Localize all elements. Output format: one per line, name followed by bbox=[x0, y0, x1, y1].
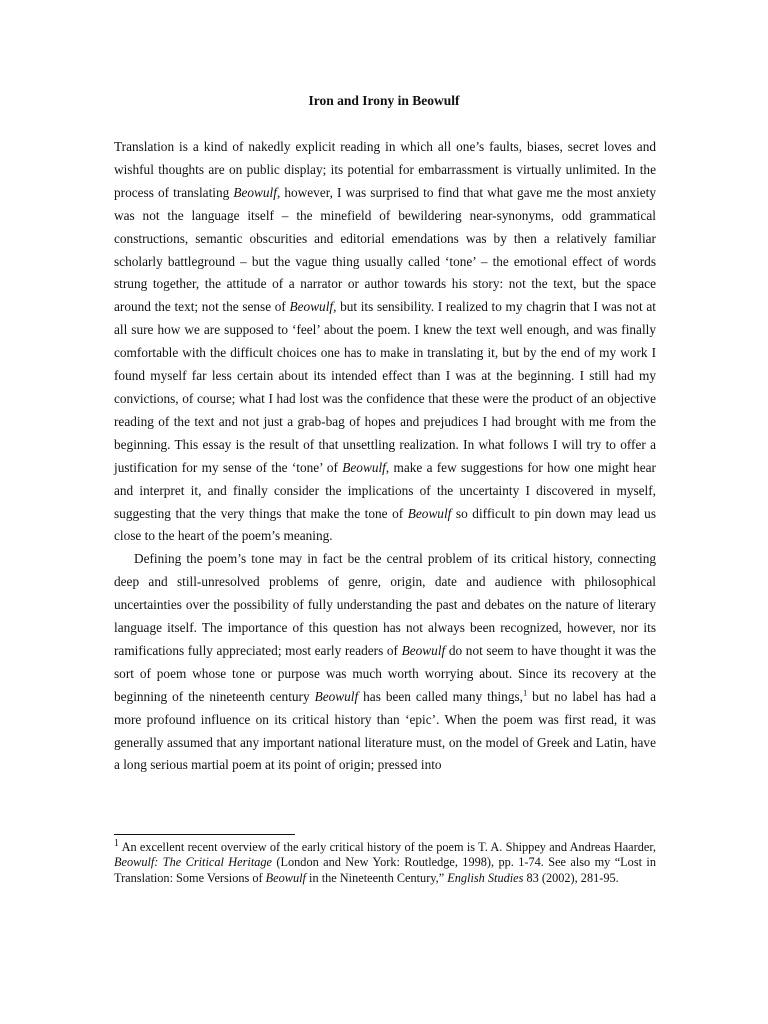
page-title: Iron and Irony in Beowulf bbox=[308, 93, 460, 108]
paragraph-1-text: , but its sensibility. I realized to my chagrin that I was not at all sure how we are supposed to ‘feel’ about the poem. I knew the text well enough, and was finally comfortable with the difficult choices one has to make in translating it, but by the end of my work I found myself far less certain about its intended effect than I was at the beginning. I still had my convictions, of course; what I had lost was the confidence that these were the product of an objective reading of the text and not just a grab-bag of hopes and prejudices I had brought with me from the beginning. This essay is the result of that unsettling realization. In what follows I will try to offer a justification for my sense of the ‘tone’ of bbox=[114, 299, 656, 475]
paragraph-1-text: Translation is a kind of nakedly explicit reading in which all one’s faults, biases, secret loves and wishful thoughts are on public display; its potential for embarrassment is virtually unlimited. In the process of translating bbox=[114, 139, 656, 200]
italic-title: Beowulf bbox=[289, 299, 334, 315]
italic-title: Beowulf bbox=[233, 184, 277, 200]
italic-title: Beowulf: The Critical Heritage bbox=[114, 855, 272, 870]
italic-title: Beowulf bbox=[314, 688, 359, 704]
body-text bbox=[114, 136, 656, 777]
footnote-text: in the Nineteenth Century,” bbox=[305, 870, 448, 885]
footnote-text: 83 (2002), 281-95. bbox=[523, 870, 619, 885]
paragraph-1-text: so difficult to pin down may lead us close to the heart of the poem’s meaning. bbox=[114, 505, 657, 544]
italic-title: English Studies bbox=[447, 870, 524, 885]
paragraph-2-text: has been called many things, bbox=[358, 688, 523, 704]
paragraph-1 bbox=[114, 136, 656, 548]
footnote bbox=[114, 837, 656, 886]
italic-title: Beowulf bbox=[342, 459, 386, 475]
footnote-reference[interactable]: 1 bbox=[522, 687, 528, 698]
italic-title: Beowulf bbox=[401, 642, 446, 658]
paragraph-2 bbox=[114, 548, 656, 777]
footnote-text: An excellent recent overview of the early critical history of the poem is T. A. Shippey and Andreas Haarder, bbox=[119, 840, 656, 854]
footnote-number: 1 bbox=[114, 837, 119, 849]
paragraph-2-text: but no label has had a more profound influence on its critical history than ‘epic’. When the poem was first read, it was generally assumed that any important national literature must, on the model of Greek and Latin, have a long serious martial poem at its point of origin; pressed into bbox=[114, 688, 656, 773]
paragraph-1-text: , make a few suggestions for how one might hear and interpret it, and finally consider the implications of the uncertainty I discovered in myself, suggesting that the very things that make the tone of bbox=[114, 459, 656, 521]
paragraph-2-text: Defining the poem’s tone may in fact be the central problem of its critical history, connecting deep and still-unresolved problems of genre, origin, date and audience with philosophical uncertainties over the possibility of fully understanding the past and debates on the nature of literary language itself. The importance of this question has not always been recognized, however, nor its ramifications fully appreciated; most early readers of bbox=[114, 551, 656, 658]
footnote-divider bbox=[114, 834, 295, 835]
paragraph-1-text: , however, I was surprised to find that what gave me the most anxiety was not the language itself – the minefield of bewildering near-synonyms, odd grammatical constructions, semantic obscurities and editorial emendations was by then a relatively familiar scholarly battleground – but the vague thing usually called ‘tone’ – the emotional effect of words strung together, the attitude of a narrator or author towards his story: not the text, but the space around the text; not the sense of bbox=[114, 184, 656, 315]
footnote-text: (London and New York: Routledge, 1998), pp. 1-74. See also my “Lost in Translation: Some Versions of bbox=[114, 855, 656, 885]
paragraph-2-text: do not seem to have thought it was the sort of poem whose tone or purpose was much worth worrying about. Since its recovery at the beginning of the nineteenth century bbox=[114, 642, 656, 704]
italic-title: Beowulf bbox=[265, 870, 306, 885]
italic-title: Beowulf bbox=[407, 505, 452, 521]
